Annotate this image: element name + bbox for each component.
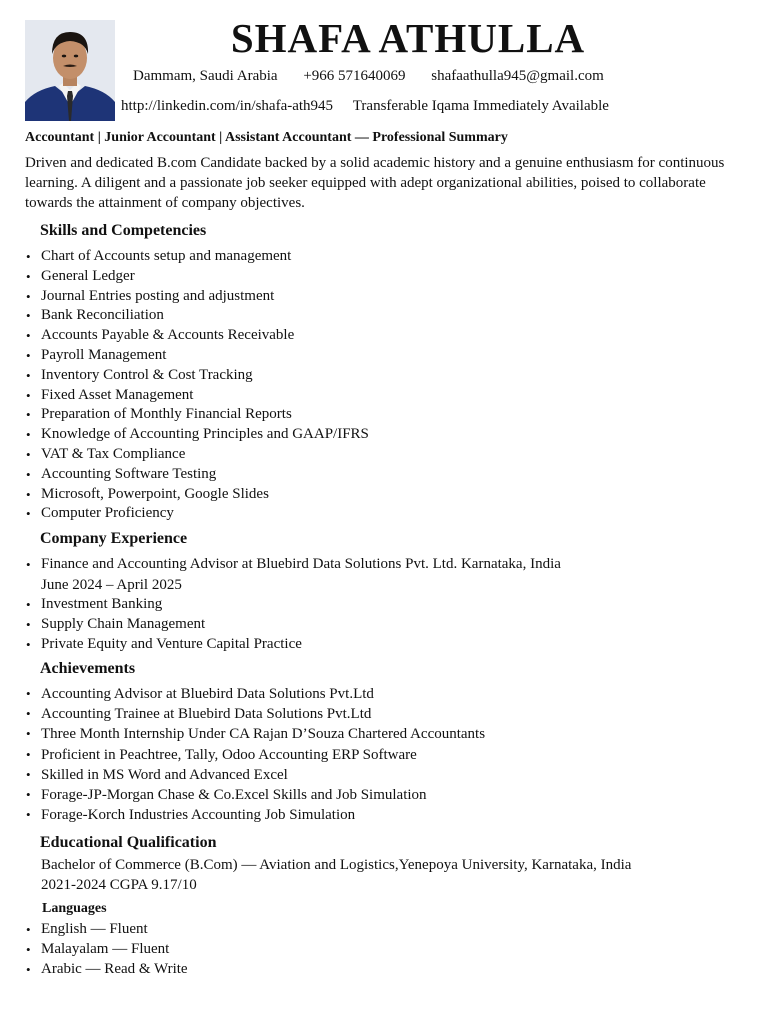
location-text: Dammam, Saudi Arabia <box>133 68 278 84</box>
language-item: • English — Fluent <box>25 920 745 940</box>
skill-item: • Preparation of Monthly Financial Reports <box>25 405 745 425</box>
candidate-name <box>0 14 768 62</box>
achievements-heading: Achievements <box>40 660 136 677</box>
skill-item: • Bank Reconciliation <box>25 306 745 326</box>
achievement-item: • Forage-JP-Morgan Chase & Co.Excel Skills and Job Simulation <box>25 785 745 805</box>
experience-role: • Finance and Accounting Advisor at Bluebird Data Solutions Pvt. Ltd. Karnataka, India <box>25 555 745 575</box>
achievement-item: • Skilled in MS Word and Advanced Excel <box>25 765 745 785</box>
skills-list <box>25 247 745 524</box>
language-item: • Malayalam — Fluent <box>25 940 745 960</box>
education-degree: Bachelor of Commerce (B.Com) — Aviation and Logistics,Yenepoya University, Karnataka, India <box>41 857 632 873</box>
languages-list <box>25 920 745 979</box>
skills-heading: Skills and Competencies <box>40 222 207 239</box>
experience-dates: June 2024 – April 2025 <box>41 577 182 593</box>
achievement-item: • Accounting Advisor at Bluebird Data Solutions Pvt.Ltd <box>25 684 745 704</box>
skill-item: • Journal Entries posting and adjustment <box>25 287 745 307</box>
experience-item: • Supply Chain Management <box>25 615 745 635</box>
skill-item: • Accounting Software Testing <box>25 465 745 485</box>
linkedin-link[interactable]: http://linkedin.com/in/shafa-ath945 <box>121 98 334 114</box>
contact-line-2 <box>121 98 625 115</box>
language-item: • Arabic — Read & Write <box>25 960 745 980</box>
education-heading: Educational Qualification <box>40 834 217 851</box>
experience-item: • Investment Banking <box>25 595 745 615</box>
skill-item: • General Ledger <box>25 267 745 287</box>
experience-heading: Company Experience <box>40 530 188 547</box>
experience-role-list <box>25 555 745 575</box>
achievement-item: • Three Month Internship Under CA Rajan D’Souza Chartered Accountants <box>25 724 745 744</box>
skill-item: • Microsoft, Powerpoint, Google Slides <box>25 485 745 505</box>
languages-heading: Languages <box>42 901 107 916</box>
skill-item: • Knowledge of Accounting Principles and GAAP/IFRS <box>25 425 745 445</box>
skill-item: • Fixed Asset Management <box>25 386 745 406</box>
candidate-name-text: SHAFA ATHULLA <box>230 15 586 61</box>
contact-line-1 <box>133 68 626 85</box>
experience-list <box>25 595 745 654</box>
summary-text: Driven and dedicated B.com Candidate backed by a solid academic history and a genuine enthusiasm for continuous learning. A diligent and a passionate job seeker equipped with adept organizational abilities, poised to collaborate towards the attainment of company objectives. <box>25 155 725 211</box>
skill-item: • Accounts Payable & Accounts Receivable <box>25 326 745 346</box>
experience-item: • Private Equity and Venture Capital Practice <box>25 635 745 655</box>
achievement-item: • Accounting Trainee at Bluebird Data Solutions Pvt.Ltd <box>25 704 745 724</box>
skill-item: • Chart of Accounts setup and management <box>25 247 745 267</box>
skill-item: • Computer Proficiency <box>25 504 745 524</box>
achievement-item: • Forage-Korch Industries Accounting Job Simulation <box>25 805 745 825</box>
phone-text: +966 571640069 <box>303 68 406 84</box>
skill-item: • VAT & Tax Compliance <box>25 445 745 465</box>
skill-item: • Payroll Management <box>25 346 745 366</box>
achievement-item: • Proficient in Peachtree, Tally, Odoo Accounting ERP Software <box>25 745 745 765</box>
skill-item: • Inventory Control & Cost Tracking <box>25 366 745 386</box>
summary-title: Accountant | Junior Accountant | Assistant Accountant — Professional Summary <box>25 130 508 145</box>
email-link[interactable]: shafaathulla945@gmail.com <box>431 68 604 84</box>
achievements-list <box>25 684 745 825</box>
education-years: 2021-2024 CGPA 9.17/10 <box>41 877 197 893</box>
iqama-text: Transferable Iqama Immediately Available <box>352 98 609 114</box>
